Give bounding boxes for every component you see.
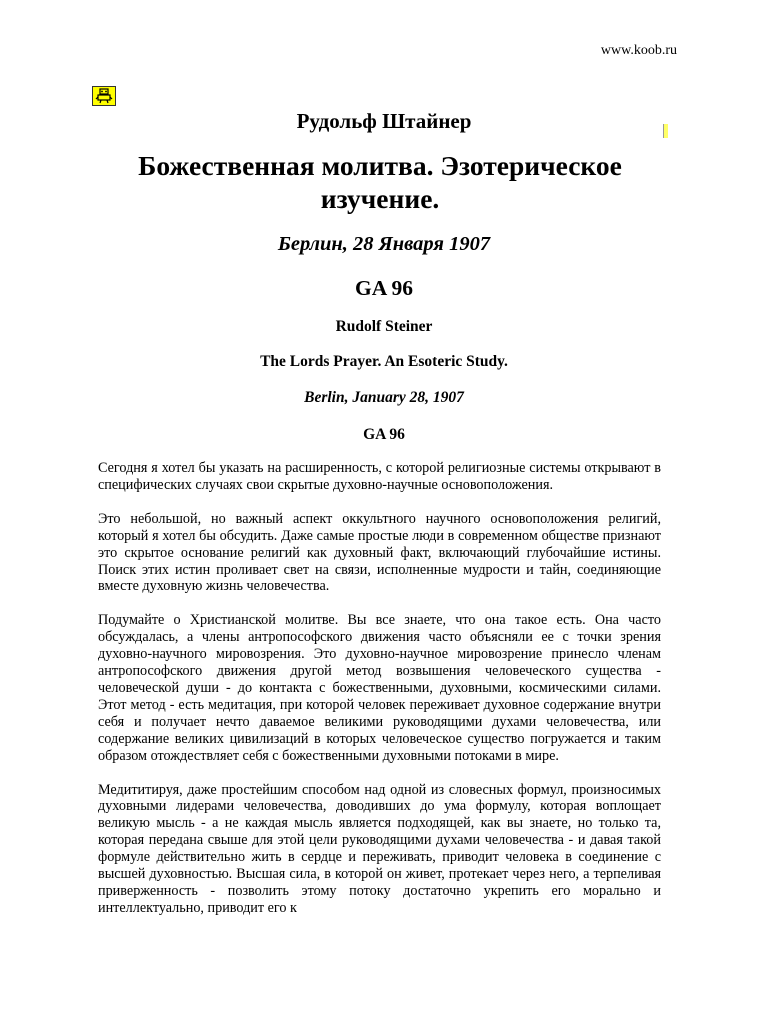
page-title-en: The Lords Prayer. An Esoteric Study.	[260, 353, 508, 370]
place-date-ru: Берлин, 28 Января 1907	[277, 233, 491, 255]
paragraph: Подумайте о Христианской молитве. Вы все знаете, что она такое есть. Она часто обсуждалась, а члены антропософского движения часто объясняли ее с точки зрения духовно-научного мировозрения. Это духовно-научное мировозрение принесло членам антропософского движения другой метод возвышения человеческого существа - человеческой души - до контакта с божественными, духовными, космическими силами. Этот метод - есть медитация, при которой человек переживает духовное содержание внутри себя и получает нечто даваемое великими руководящими духами человечества, или содержание великих цивилизаций в которых человеческое существо погружается и таким образом отождествляет себя с божественными духовными потоками в мире.	[98, 612, 661, 764]
author-name-en: Rudolf Steiner	[335, 318, 433, 335]
place-date-en: Berlin, January 28, 1907	[304, 389, 464, 406]
koob-logo-icon[interactable]	[92, 86, 116, 106]
ga-number-en: GA 96	[363, 426, 405, 443]
author-name-ru: Рудольф Штайнер	[296, 109, 472, 133]
paragraph: Сегодня я хотел бы указать на расширенность, с которой религиозные системы открывают в специфических случаях свои скрытые духовно-научные основоположения.	[98, 460, 661, 493]
paragraph: Это небольшой, но важный аспект оккультного научного основоположения религий, который я хотел бы обсудить. Даже самые простые люди в современном обществе признают это скрытое основание религий как духовный факт, включающий глубочайшие истины. Поиск этих истин проливает свет на связи, исполненные мудрости и тайн, соединяющие вместе духовную жизнь человечества.	[98, 510, 661, 595]
page-title-ru: Божественная молитва. Эзотерическое изучение.	[138, 150, 622, 214]
paragraph: Медититируя, даже простейшим способом над одной из словесных формул, произносимых духовными лидерами человечества, доводивших до ума формулу, которая воплощает великую мысль - а не каждая мысль является подходящей, как вы знаете, но только та, которая передана свыше для этой цели руководящими духами человечества - и давая такой формуле действительно жить в сердце и переживать, приводит человека в соединение с высшей духовностью. Высшая сила, в которой он живет, протекает через него, а терпеливая приверженность - позволить этому потоку достаточно укрепить его морально и интеллектуально, приводит его к	[98, 781, 661, 916]
body-text	[98, 460, 661, 934]
site-url[interactable]: www.koob.ru	[600, 43, 677, 58]
ga-number-ru: GA 96	[355, 276, 413, 300]
